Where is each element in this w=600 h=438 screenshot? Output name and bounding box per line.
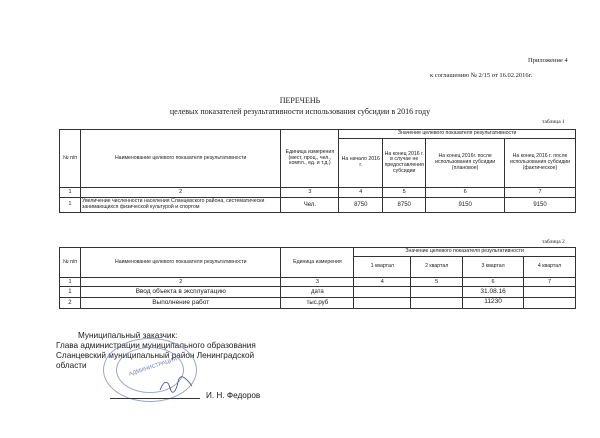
t1-col-number: 2 — [80, 188, 280, 198]
t2-col-number: 5 — [411, 278, 463, 287]
t2-col-number: 7 — [524, 278, 576, 287]
t1-header-unit: Единица измерения (мест, проц., чел., компл., ед. и т.д.) — [281, 130, 339, 188]
t1-row-num: 1 — [60, 198, 81, 213]
t2-header-q2: 2 квартал — [411, 257, 463, 278]
t1-header-actual: На конец 2016 г. после использования субсидии (фактическое) — [505, 139, 576, 188]
t1-row-name: Увеличение численности населения Сланцевского района, систематически занимающихся физической культурой и спортом — [80, 198, 280, 213]
t2-header-unit: Единица измерения — [281, 248, 354, 278]
t1-col-number: 4 — [339, 188, 383, 198]
t2-row-name: Ввод объекта в эксплуатацию — [80, 287, 281, 298]
t2-header-q4: 4 квартал — [524, 257, 576, 278]
t2-header-group: Значение целевого показателя результативности — [354, 248, 576, 257]
t2-row-q2 — [411, 287, 463, 298]
t2-row-unit: тыс.руб — [281, 298, 354, 309]
t2-col-number: 2 — [80, 278, 281, 287]
t2-header-num: № п/п — [60, 248, 81, 278]
t1-row-unit: Чел. — [281, 198, 339, 213]
t2-row-num: 1 — [60, 287, 81, 298]
targets-table-2 — [59, 247, 576, 309]
t1-row-actual: 9150 — [505, 198, 576, 213]
t2-row-num: 2 — [60, 298, 81, 309]
t2-row-q4 — [524, 287, 576, 298]
t2-row-q3: 31.08.16 — [463, 287, 524, 298]
t1-col-number: 7 — [505, 188, 576, 198]
t2-row-q4 — [524, 298, 576, 309]
t1-header-name: Наименование целевого показателя результативности — [80, 130, 280, 188]
t2-row-q1 — [354, 287, 411, 298]
t1-row-planned: 9150 — [426, 198, 505, 213]
stamp-text: АДМИНИСТРАЦИЯ — [128, 356, 178, 378]
t1-col-number: 1 — [60, 188, 81, 198]
t2-col-number: 4 — [354, 278, 411, 287]
table-row — [60, 287, 576, 298]
appendix-label: Приложение 4 — [528, 57, 568, 64]
signatory-title-line2: Сланцевский муниципальный район Ленинградской — [56, 351, 255, 360]
t2-row-q3: 11230 — [463, 298, 524, 309]
t2-header-name: Наименование целевого показателя результативности — [80, 248, 281, 278]
t1-header-planned: На конец 2016г. после использования субсидии (плановое) — [426, 139, 505, 188]
t1-col-number: 5 — [383, 188, 426, 198]
t1-row-no-subsidy: 8750 — [383, 198, 426, 213]
handwritten-signature — [158, 376, 194, 394]
table1-caption: таблица 1 — [542, 119, 565, 125]
document-title: ПЕРЕЧЕНЬ — [279, 96, 321, 105]
signatory-title-line1: Глава администрации муниципального образования — [56, 341, 256, 350]
t2-row-unit: дата — [281, 287, 354, 298]
t1-col-number: 3 — [281, 188, 339, 198]
t1-header-num: № п/п — [60, 130, 81, 188]
t2-col-number: 1 — [60, 278, 81, 287]
t1-header-start: На начало 2016 г. — [339, 139, 383, 188]
signature-line — [110, 398, 200, 399]
signatory-name: И. Н. Федоров — [206, 391, 261, 400]
t1-header-group: Значение целевого показателя результативности — [339, 130, 576, 139]
t2-col-number: 6 — [463, 278, 524, 287]
table-row — [60, 298, 576, 309]
t1-col-number: 6 — [426, 188, 505, 198]
table-row — [60, 198, 576, 213]
signatory-title-line3: области — [56, 361, 87, 370]
t1-row-start: 8750 — [339, 198, 383, 213]
t2-row-q2 — [411, 298, 463, 309]
t2-row-name: Выполнение работ — [80, 298, 281, 309]
t2-row-q1 — [354, 298, 411, 309]
targets-table-1 — [59, 129, 576, 213]
t2-col-number: 3 — [281, 278, 354, 287]
t2-header-q1: 1 квартал — [354, 257, 411, 278]
document-subtitle: целевых показателей результативности использования субсидии в 2016 году — [169, 107, 431, 116]
agreement-label: к соглашению № 2/15 от 16.02.2016г. — [430, 72, 533, 79]
t2-header-q3: 3 квартал — [463, 257, 524, 278]
t1-header-no-subsidy: На конец 2016 г. в случае не предоставления субсидии — [383, 139, 426, 188]
table2-caption: таблица 2 — [542, 239, 565, 245]
customer-label: Муниципальный заказчик: — [78, 331, 178, 340]
